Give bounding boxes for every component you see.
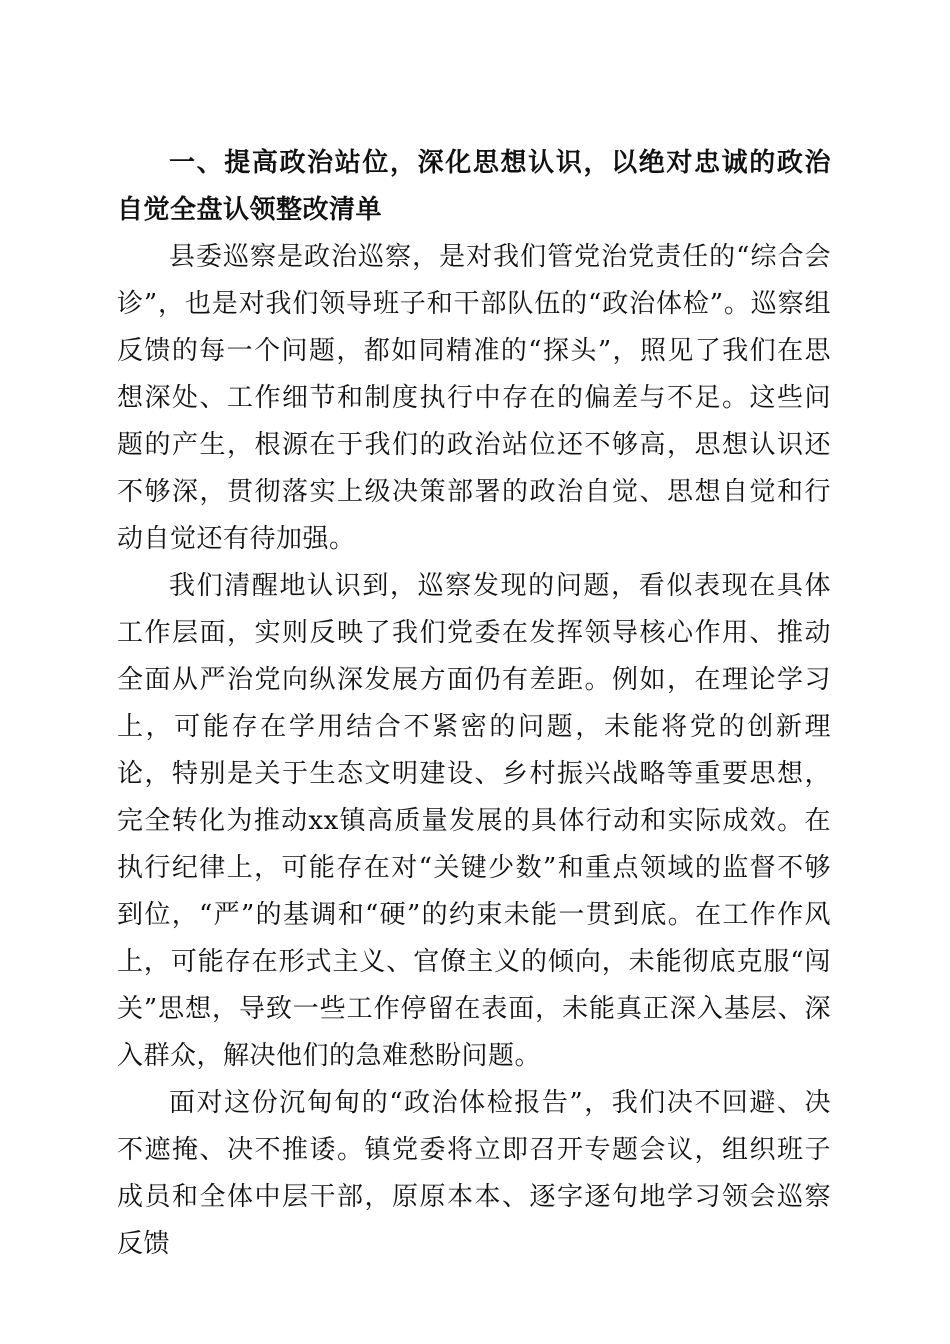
section-heading: 一、提高政治站位，深化思想认识，以绝对忠诚的政治自觉全盘认领整改清单 bbox=[117, 148, 831, 225]
paragraph-3: 面对这份沉甸甸的“政治体检报告”，我们决不回避、决不遮掩、决不推诿。镇党委将立即召开专题会议，组织班子成员和全体中层干部，原原本本、逐字逐句地学习领会巡察反馈 bbox=[117, 1088, 831, 1259]
document-body bbox=[117, 140, 831, 1268]
paragraph-1: 县委巡察是政治巡察，是对我们管党治党责任的“综合会诊”，也是对我们领导班子和干部队伍的“政治体检”。巡察组反馈的每一个问题，都如同精准的“探头”，照见了我们在思想深处、工作细节和制度执行中存在的偏差与不足。这些问题的产生，根源在于我们的政治站位还不够高，思想认识还不够深，贯彻落实上级决策部署的政治自觉、思想自觉和行动自觉还有待加强。 bbox=[117, 242, 831, 554]
paragraph-2: 我们清醒地认识到，巡察发现的问题，看似表现在具体工作层面，实则反映了我们党委在发挥领导核心作用、推动全面从严治党向纵深发展方面仍有差距。例如，在理论学习上，可能存在学用结合不紧密的问题，未能将党的创新理论，特别是关于生态文明建设、乡村振兴战略等重要思想，完全转化为推动xx镇高质量发展的具体行动和实际成效。在执行纪律上，可能存在对“关键少数”和重点领域的监督不够到位，“严”的基调和“硬”的约束未能一贯到底。在工作作风上，可能存在形式主义、官僚主义的倾向，未能彻底克服“闯关”思想，导致一些工作停留在表面，未能真正深入基层、深入群众，解决他们的急难愁盼问题。 bbox=[117, 571, 831, 1071]
